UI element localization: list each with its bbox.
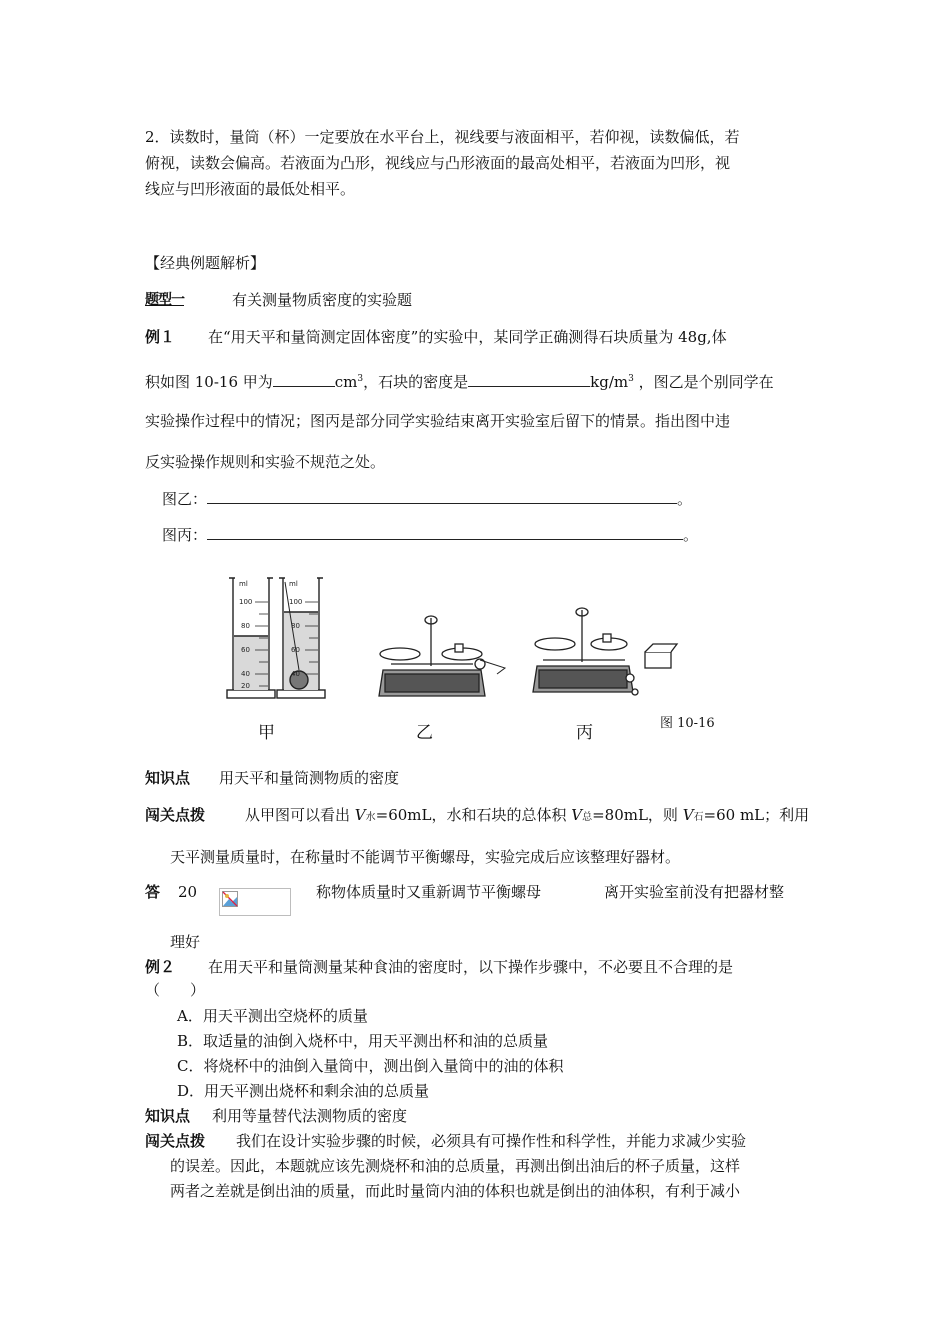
answer1-value: 20 [178, 883, 198, 901]
ex1-line2-d: kg/m [590, 373, 629, 391]
tick-40-2: 40 [291, 670, 300, 678]
cylinder-jia-1 [227, 578, 275, 698]
hint1-line2: 天平测量质量时，在称量时不能调节平衡螺母，实验完成后应该整理好器材。 [170, 848, 681, 866]
broken-image-placeholder [219, 888, 291, 916]
tick-60-2: 60 [291, 646, 300, 654]
hint2-line3: 两者之差就是倒出油的质量，而此时量筒内油的体积也就是倒出的油体积，有利于减小 [170, 1182, 741, 1200]
tick-100-2: 100 [289, 598, 303, 606]
balance-bing [533, 608, 677, 695]
fig-bing-prompt [162, 525, 698, 545]
fig-bing-blank[interactable] [207, 525, 683, 540]
ex2-option-c: C．将烧杯中的油倒入量筒中，测出倒入量筒中的油的体积 [177, 1057, 564, 1075]
figure-10-16 [225, 570, 715, 710]
broken-image-icon [222, 891, 238, 907]
fig-yi-prompt [162, 489, 692, 509]
answer1-part3: 离开实验室前没有把器材整 [604, 883, 785, 901]
hint1-t1: 从甲图可以看出 [245, 806, 355, 824]
fig-bing-label: 图丙： [162, 526, 208, 544]
hint1-s1: 水 [365, 812, 376, 823]
ex2-option-b: B．取适量的油倒入烧杯中，用天平测出杯和油的总质量 [177, 1032, 549, 1050]
para2-line2: 俯视，读数会偏高。若液面为凸形，视线应与凸形液面的最高处相平，若液面为凹形，视 [145, 154, 731, 172]
ex1-line2-sup2: 3 [628, 374, 634, 384]
ex1-line1: 在“用天平和量筒测定固体密度”的实验中，某同学正确测得石块质量为 48g,体 [208, 328, 727, 346]
tick-60-1: 60 [241, 646, 250, 654]
hint1-t4: =60 mL；利用 [703, 806, 810, 824]
hint1-s3: 石 [693, 812, 704, 823]
density-blank[interactable] [468, 372, 590, 387]
ex2-option-a: A．用天平测出空烧杯的质量 [177, 1007, 368, 1025]
hint1-v3: V [682, 806, 694, 824]
volume-blank[interactable] [273, 372, 335, 387]
hint1-line1 [245, 805, 809, 828]
ex1-line2-b: cm [334, 373, 358, 391]
topic-title: 有关测量物质密度的实验题 [232, 291, 413, 309]
tick-ml-1: ml [239, 580, 248, 588]
fig-bing-end: 。 [683, 526, 699, 544]
fig-yi-blank[interactable] [207, 489, 677, 504]
ex2-option-d: D．用天平测出烧杯和剩余油的总质量 [177, 1082, 430, 1100]
hint1-t3: =80mL，则 [592, 806, 683, 824]
ex1-line2 [145, 369, 774, 392]
figure-caption: 图 10-16 [660, 716, 715, 731]
answer1-line2: 理好 [170, 933, 201, 951]
ex1-line2-a: 积如图 10-16 甲为 [145, 373, 273, 391]
tick-80-1: 80 [241, 622, 250, 630]
kp2-text: 利用等量替代法测物质的密度 [212, 1107, 408, 1125]
topic-badge: 题型一 [145, 292, 184, 308]
hint1-s2: 总 [582, 812, 593, 823]
tick-80-2: 80 [291, 622, 300, 630]
tick-40-1: 40 [241, 670, 250, 678]
hint1-v2: V [571, 806, 583, 824]
fig-yi-end: 。 [677, 490, 693, 508]
hint2-label: 闯关点拨 [145, 1132, 206, 1150]
ex1-line2-c: ，石块的密度是 [363, 373, 469, 391]
cylinder-jia-2 [277, 578, 325, 698]
tick-20-1: 20 [241, 682, 250, 690]
answer1-label: 答 [145, 883, 161, 901]
label-bing: 丙 [576, 723, 593, 743]
hint2-line2: 的误差。因此，本题就应该先测烧杯和油的总质量，再测出倒出油后的杯子质量，这样 [170, 1157, 741, 1175]
kp1-label: 知识点 [145, 769, 191, 787]
kp2-label: 知识点 [145, 1107, 191, 1125]
para2-line1: 2．读数时，量筒（杯）一定要放在水平台上，视线要与液面相平，若仰视，读数偏低，若 [145, 128, 740, 146]
para2-line3: 线应与凹形液面的最低处相平。 [145, 180, 356, 198]
answer1-part2: 称物体质量时又重新调节平衡螺母 [316, 883, 542, 901]
hint2-line1: 我们在设计实验步骤的时候，必须具有可操作性和科学性，并能力求减少实验 [236, 1132, 747, 1150]
tick-ml-2: ml [289, 580, 298, 588]
fig-yi-label: 图乙： [162, 490, 208, 508]
tick-100-1: 100 [239, 598, 253, 606]
ex1-line2-sup: 3 [357, 374, 364, 384]
label-yi: 乙 [416, 723, 433, 743]
kp1-text: 用天平和量筒测物质的密度 [219, 769, 400, 787]
hint1-label: 闯关点拨 [145, 806, 206, 824]
section-title: 【经典例题解析】 [145, 254, 266, 272]
ex1-label: 例１ [145, 328, 176, 346]
hint1-t2: =60mL，水和石块的总体积 [375, 806, 572, 824]
ex1-line4: 反实验操作规则和实验不规范之处。 [145, 453, 386, 471]
ex1-line2-e: ，图乙是个别同学在 [633, 373, 774, 391]
balance-yi [379, 616, 505, 696]
ex2-label: 例２ [145, 958, 176, 976]
ex2-paren: （ ） [145, 981, 206, 999]
ex2-line1: 在用天平和量筒测量某种食油的密度时，以下操作步骤中，不必要且不合理的是 [208, 958, 734, 976]
label-jia: 甲 [258, 723, 275, 743]
hint1-v1: V [354, 806, 366, 824]
ex1-line3: 实验操作过程中的情况；图丙是部分同学实验结束离开实验室后留下的情景。指出图中违 [145, 412, 731, 430]
